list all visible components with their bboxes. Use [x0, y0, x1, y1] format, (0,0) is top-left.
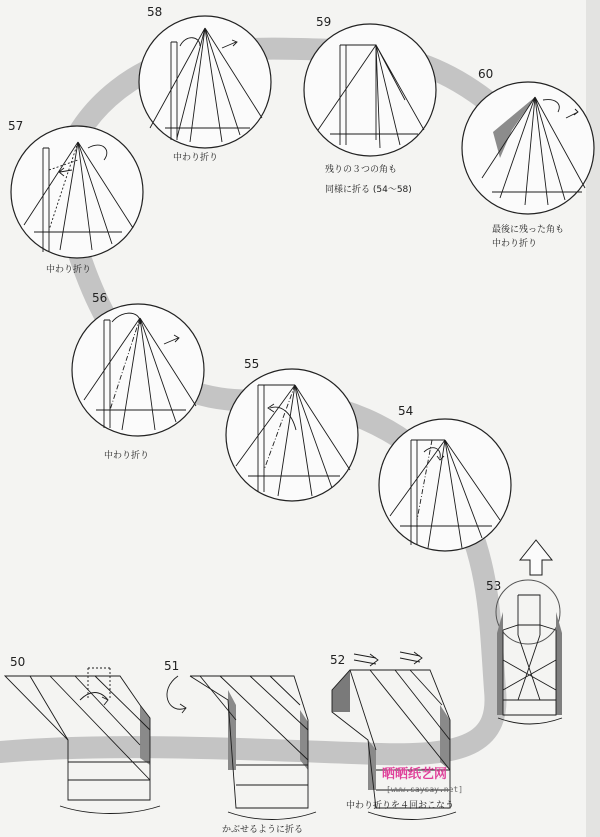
step-60	[462, 82, 594, 214]
step-57-number: 57	[8, 119, 24, 133]
step-52	[332, 652, 456, 820]
step-52-caption: 中わり折りを４回おこなう	[346, 801, 455, 811]
step-54-number: 54	[398, 404, 414, 418]
step-58-caption: 中わり折り	[173, 153, 219, 163]
step-57-caption: 中わり折り	[46, 265, 92, 275]
step-59-caption: 残りの３つの角も	[325, 165, 398, 175]
step-58-number: 58	[147, 5, 163, 19]
step-51-caption: かぶせるように折る	[222, 825, 304, 835]
step-56-caption: 中わり折り	[104, 451, 150, 461]
step-58	[139, 16, 271, 148]
step-59	[304, 24, 436, 156]
step-60-number: 60	[478, 67, 494, 81]
step-55	[226, 369, 358, 501]
step-59-caption-2: 同様に折る (54〜58)	[325, 185, 412, 195]
up-arrow-icon	[520, 540, 552, 575]
step-50-number: 50	[10, 655, 26, 669]
step-51-number: 51	[164, 659, 180, 673]
step-56-number: 56	[92, 291, 108, 305]
step-60-caption-2: 中わり折り	[492, 239, 538, 249]
step-53-number: 53	[486, 579, 502, 593]
watermark-brand: 晒晒纸艺网	[382, 767, 448, 782]
step-54	[379, 419, 511, 551]
step-56	[72, 304, 204, 436]
step-57	[11, 126, 143, 258]
step-59-number: 59	[316, 15, 332, 29]
watermark	[382, 766, 463, 794]
step-60-caption: 最後に残った角も	[492, 225, 565, 235]
step-52-number: 52	[330, 653, 346, 667]
watermark-url: [www.saysay.net]	[386, 785, 464, 794]
step-55-number: 55	[244, 357, 260, 371]
